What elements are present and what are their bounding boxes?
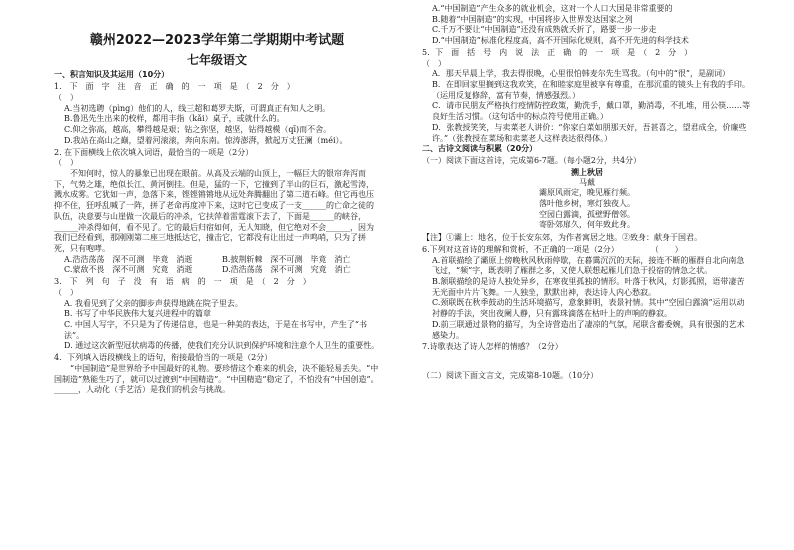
passage: 不知何时，惊人的暴象已出现在眼前。从高及云端的山顶上，一幅巨大的银帘奔泻而下，气势之雄，绝似长江、黄河倒挂。但是，猛的一下，它撞到了半山的巨石，激起雪涛，溅水成雾。它犹如一声，急落下来，铿铿锵锵地从远处奔腾翻出了第二道石峰。但它再也压抑不住，狂呼乱喊了一阵，拼了老命再度冲下来，这时它已变成了一支______的亡命之徒的队伍，决意要与山崖做一次最后的冲杀，它扶萍着雷霆滚下去了，下面是______的峡谷，______冲杀得如何，看不见了。它的最后归宿如何，无人知晓，但它绝对不会______，因为我们已经看到，那刚刚第二座三地抵达它，撞击它，它都没有让出过一声鸣哨，只为了拼死，只有咆哮。 — [54, 168, 374, 253]
poem — [422, 167, 752, 231]
option: D.“中国制造”标准化程度高，高不开国际化规则，高不开先进的科学技术 — [432, 36, 689, 46]
subsection-intro: （二）阅读下面文言文，完成第8-10题。（10分） — [422, 371, 599, 380]
option: C．请市民朋友严格执行疫情防控政策，勤洗手，戴口罩，勤消毒，不扎堆，用公筷……等良好生活习惯。（这句话中的标点符号使用正确。） — [432, 101, 751, 122]
option: C. 中国人写字，不只是为了传递信息，也是一种美的表达，于是在书写中，产生了“书法”。 — [64, 320, 368, 340]
question-2: 2. 在下面横线上依次填入词语，最恰当的一项是（2分） — [54, 147, 254, 157]
option: C.蒙敌不畏 深不可测 究竟 消逝 — [64, 265, 193, 275]
option: B. 书写了中华民族伟大复兴进程中的篇章 — [64, 309, 211, 319]
exam-subtitle: 七年级语文 — [186, 53, 247, 68]
exam-title: 赣州2022—2023学年第二学期期中考试题 — [89, 33, 345, 48]
question-3: 3. 下 列 句 子 没 有 语 病 的 一 项 是 （ 2 分 ） — [54, 277, 311, 287]
answer-paren: （ ） — [54, 287, 78, 297]
option-row — [54, 255, 380, 266]
right-column — [422, 4, 752, 382]
poem-line: 寄卧郊扉久，何年致此身。 — [539, 220, 635, 230]
option: A.当初选聘（pìng）他们的人，线三超和葛罗夫斯，可谓真正有知人之明。 — [64, 103, 331, 113]
option: C.仰之弥高，越高，攀得越是艰；钻之弥坚，越坚，钻得越模（qī)而不舍。 — [64, 125, 332, 135]
poem-line: 落叶他乡树，寒灯独夜人。 — [539, 198, 635, 208]
option: B.随着“中国制造”的实现，中国将步入世界发达国家之列 — [432, 14, 633, 24]
option: D. 通过这次新型冠状病毒的传播，使我们充分认识到保护环境和注意个人卫生的重要性。 — [64, 341, 380, 351]
answer-paren: （ ） — [54, 92, 78, 102]
option: B．在即回家里搁到这我欢笑，在和睦家庭里被享有尊重，在那沉重的镜头上有我的手印。（运用反复修辞，富有节奏，情感强烈。） — [432, 80, 750, 100]
answer-paren: （ ） — [422, 58, 446, 68]
option: A. 我看见到了父亲的脚步声获得地跳在院子里去。 — [64, 298, 243, 308]
question-5: 5．下 面 括 号 内 说 法 正 确 的 一 项 是 （ 2 分 ） — [422, 47, 693, 57]
answer-space — [422, 353, 752, 371]
subsection-intro: （一）阅读下面这首诗，完成第6-7题。（每小题2分，共4分） — [422, 156, 642, 166]
option: B.披荆斩棘 深不可测 毕竟 消亡 — [222, 254, 351, 264]
poem-author: 马戴 — [579, 177, 595, 187]
option: B.颔联描绘的是诗人独处异乡，在寒夜里孤独的情形。叶落于秋风，灯影孤照，语带凄苦无光面中片片飞舞。一人独坐，默默出神，表达诗人内心愁寂。 — [432, 276, 745, 297]
answer-paren: （ ） — [54, 158, 78, 168]
option: D.浩浩荡荡 深不可测 究竟 消亡 — [222, 265, 351, 275]
passage: “中国制造”是世界给予中国最好的礼物。要珍惜这个难来的机会，决不能轻易丢失。“中国制造”熟能生巧了，就可以过渡到“中国精造”。“中国精造”稳定了，不怕没有“中国创造”。______，人动化（手艺活）是我们的机会与挑战。 — [54, 363, 379, 395]
option: C.千万不要让“中国制造”还没有成熟就夭折了，路要一步一步走 — [432, 25, 657, 35]
option: D.我站在高山之巅，望着河滚滚，奔向东南。惊涛澎湃，掀起万丈狂澜（méi）。 — [64, 135, 348, 145]
option: B.鲁迅先生出来的校样，都用丰指（kǎi）桌子，或就什么的。 — [64, 114, 285, 124]
option: A．那天早晨上学，我去得很晚，心里很怕韩麦尔先生骂我。（句中的“很”，是副词） — [432, 69, 730, 79]
question-7: 7.诗歌表达了诗人怎样的情感？（2分） — [422, 342, 563, 352]
question-1: 1. 下 面 字 注 音 正 确 的 一 项 是 （ 2 分 ） — [54, 82, 295, 92]
poem-line: 灞原风雨定，晚见雁行频。 — [539, 188, 635, 198]
section-heading: 一、积言知识及其运用（10分） — [54, 70, 170, 80]
option: C.颈联既在秋季鼓动的生活环境描写，意象鲜明，表景衬情。其中“空园白露滴”运用以动衬静的手法，突出夜阑人静，只有露珠滴落在枯叶上的声响的静寂。 — [432, 298, 745, 319]
poem-title: 溯上秋居 — [571, 166, 603, 177]
poem-note: 【注】①灞上：地名，位于长安东郊，为作者寓居之地。②致身：献身于国君。 — [422, 233, 702, 243]
option: D．张教授笑笑，与卖菜老人讲价：“你家白菜如朋那天好，吾甚喜之，望君成全，价廉些许。”（张教授在菜场和卖菜老人这样表达很得体。） — [432, 122, 747, 143]
left-column — [54, 4, 380, 396]
option: A.首联描绘了灞原上傍晚秋风秋雨停歇，在暮霭沉沉的天际，接连不断的雁群自北向南急飞过，“频”字，既表明了雁群之多，又使人联想起雁儿们急于投宿的情急之状。 — [432, 255, 745, 276]
option: A.浩浩荡荡 深不可测 毕竟 消逝 — [64, 254, 193, 264]
question-6: 6.下列对这首诗的理解和赏析，不正确的一项是（2分） （ ） — [422, 244, 683, 254]
option: A.“中国制造”产生众多的就业机会，这对一个人口大国是非常重要的 — [432, 4, 673, 13]
section-heading: 二、古诗文阅读与积累（20分） — [422, 144, 538, 154]
option-row — [54, 265, 380, 276]
question-4: 4．下列填入语段横线上的语句，衔接最恰当的一项是（2分） — [54, 353, 273, 363]
poem-line: 空园白露滴，孤壁野僧邻。 — [539, 209, 635, 219]
option: D.前三联通过景物的描写，为全诗营造出了凄凉的气氛，尾联含蓄委婉，具有很强的艺术感染力。 — [432, 319, 745, 340]
